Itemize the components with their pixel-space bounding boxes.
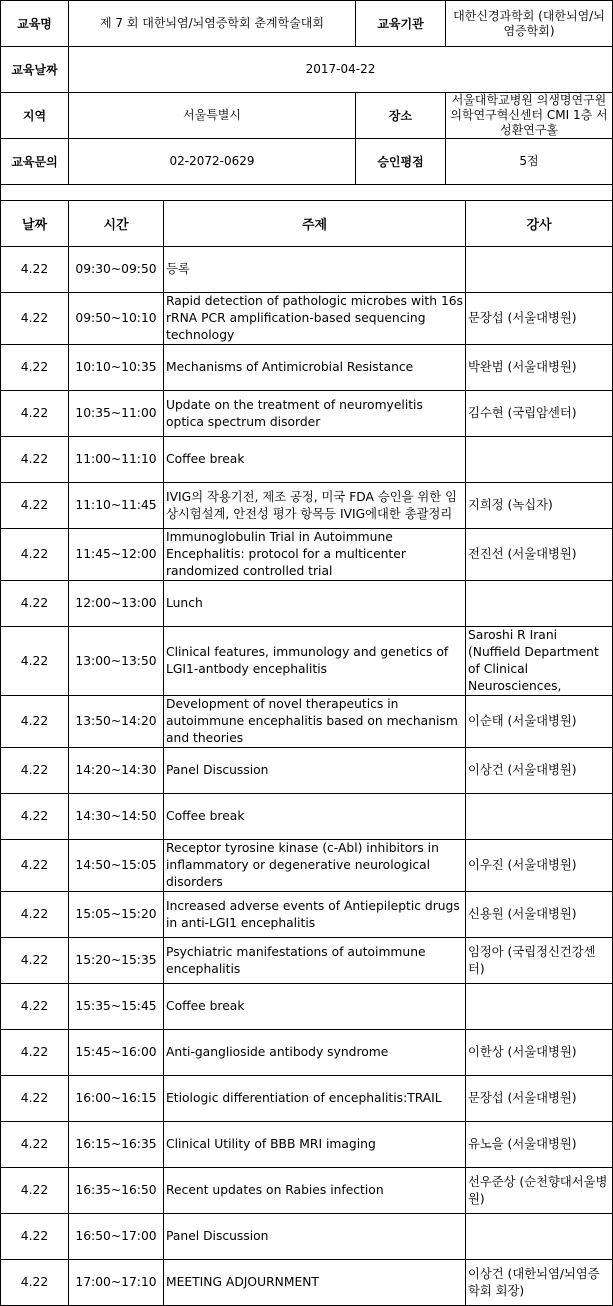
row-topic: Rapid detection of pathologic microbes with 16s rRNA PCR amplification-based sequencing technology [164,293,466,345]
row-topic: Receptor tyrosine kinase (c-Abl) inhibitors in inflammatory or degenerative neurological disorders [164,840,466,892]
row-date: 4.22 [1,1030,69,1076]
row-time: 10:35~11:00 [69,391,164,437]
table-row [1,794,613,840]
table-row [1,581,613,627]
row-topic: Etiologic differentiation of encephalitis:TRAIL [164,1076,466,1122]
contact-value: 02-2072-0629 [69,139,356,185]
course-date-value: 2017-04-22 [69,47,613,93]
row-speaker: 문장섭 (서울대병원) [466,293,613,345]
row-speaker: 이한상 (서울대병원) [466,1030,613,1076]
row-time: 13:00~13:50 [69,627,164,696]
row-speaker [466,984,613,1030]
row-date: 4.22 [1,529,69,581]
row-date: 4.22 [1,984,69,1030]
row-speaker: 이상건 (대한뇌염/뇌염증학회 회장) [466,1260,613,1306]
row-topic: Recent updates on Rabies infection [164,1168,466,1214]
row-topic: Anti-ganglioside antibody syndrome [164,1030,466,1076]
row-speaker [466,794,613,840]
row-topic: Clinical Utility of BBB MRI imaging [164,1122,466,1168]
row-date: 4.22 [1,247,69,293]
row-time: 16:35~16:50 [69,1168,164,1214]
row-speaker: 문장섭 (서울대병원) [466,1076,613,1122]
row-time: 12:00~13:00 [69,581,164,627]
row-topic: Panel Discussion [164,748,466,794]
row-date: 4.22 [1,748,69,794]
row-speaker: 김수현 (국립암센터) [466,391,613,437]
row-speaker: 이상건 (서울대병원) [466,748,613,794]
row-speaker: 이우진 (서울대병원) [466,840,613,892]
row-time: 17:00~17:10 [69,1260,164,1306]
row-speaker: 유노을 (서울대병원) [466,1122,613,1168]
row-topic: Psychiatric manifestations of autoimmune encephalitis [164,938,466,984]
table-row [1,892,613,938]
row-date: 4.22 [1,483,69,529]
row-speaker [466,581,613,627]
course-org-value: 대한신경과학회 (대한뇌염/뇌염증학회) [446,1,613,47]
row-topic: Increased adverse events of Antiepileptic drugs in anti-LGI1 encephalitis [164,892,466,938]
row-date: 4.22 [1,581,69,627]
header-time: 시간 [69,201,164,247]
row-speaker: 이순태 (서울대병원) [466,696,613,748]
row-time: 11:10~11:45 [69,483,164,529]
row-speaker: Saroshi R Irani (Nuffield Department of Clinical Neurosciences, [466,627,613,696]
row-time: 09:50~10:10 [69,293,164,345]
row-date: 4.22 [1,293,69,345]
row-time: 15:45~16:00 [69,1030,164,1076]
credit-label: 승인평점 [356,139,446,185]
row-speaker: 선우준상 (순천향대서울병원) [466,1168,613,1214]
row-date: 4.22 [1,627,69,696]
table-row [1,483,613,529]
table-row [1,345,613,391]
region-value: 서울특별시 [69,93,356,139]
row-time: 13:50~14:20 [69,696,164,748]
table-row [1,437,613,483]
row-date: 4.22 [1,391,69,437]
table-row [1,391,613,437]
table-row [1,748,613,794]
schedule-header-row [1,201,613,247]
header-topic: 주제 [164,201,466,247]
row-time: 15:35~15:45 [69,984,164,1030]
course-info-table [0,0,613,201]
row-speaker [466,247,613,293]
row-date: 4.22 [1,1260,69,1306]
row-topic: Clinical features, immunology and genetics of LGI1-antbody encephalitis [164,627,466,696]
section-divider [1,185,613,201]
row-date: 4.22 [1,1122,69,1168]
row-time: 14:30~14:50 [69,794,164,840]
row-topic: Development of novel therapeutics in autoimmune encephalitis based on mechanism and theories [164,696,466,748]
row-date: 4.22 [1,892,69,938]
row-topic: Coffee break [164,794,466,840]
row-time: 15:05~15:20 [69,892,164,938]
row-topic: 등록 [164,247,466,293]
table-row [1,627,613,696]
course-date-label: 교육날짜 [1,47,69,93]
table-row [1,1076,613,1122]
row-topic: MEETING ADJOURNMENT [164,1260,466,1306]
course-name-value: 제 7 회 대한뇌염/뇌염증학회 춘계학술대회 [69,1,356,47]
row-topic: Coffee break [164,437,466,483]
header-date: 날짜 [1,201,69,247]
row-topic: Mechanisms of Antimicrobial Resistance [164,345,466,391]
row-date: 4.22 [1,1076,69,1122]
table-row [1,1214,613,1260]
row-speaker [466,1214,613,1260]
table-row [1,1030,613,1076]
venue-label: 장소 [356,93,446,139]
table-row [1,984,613,1030]
region-label: 지역 [1,93,69,139]
venue-value: 서울대학교병원 의생명연구원 의학연구혁신센터 CMI 1층 서성환연구홀 [446,93,613,139]
row-time: 15:20~15:35 [69,938,164,984]
row-time: 16:15~16:35 [69,1122,164,1168]
row-time: 14:50~15:05 [69,840,164,892]
row-time: 10:10~10:35 [69,345,164,391]
row-time: 09:30~09:50 [69,247,164,293]
row-topic: Panel Discussion [164,1214,466,1260]
row-topic: Immunoglobulin Trial in Autoimmune Encephalitis: protocol for a multicenter randomized controlled trial [164,529,466,581]
row-date: 4.22 [1,840,69,892]
table-row [1,293,613,345]
row-time: 11:45~12:00 [69,529,164,581]
table-row [1,1260,613,1306]
row-speaker [466,437,613,483]
row-time: 16:00~16:15 [69,1076,164,1122]
row-time: 11:00~11:10 [69,437,164,483]
row-speaker: 임정아 (국립정신건강센터) [466,938,613,984]
row-speaker: 지희정 (녹십자) [466,483,613,529]
row-time: 16:50~17:00 [69,1214,164,1260]
row-date: 4.22 [1,938,69,984]
credit-value: 5점 [446,139,613,185]
row-topic: Lunch [164,581,466,627]
row-speaker: 전진선 (서울대병원) [466,529,613,581]
row-date: 4.22 [1,1214,69,1260]
row-topic: Coffee break [164,984,466,1030]
row-time: 14:20~14:30 [69,748,164,794]
table-row [1,529,613,581]
schedule-table [0,200,613,1306]
row-date: 4.22 [1,437,69,483]
table-row [1,1168,613,1214]
header-speaker: 강사 [466,201,613,247]
row-date: 4.22 [1,696,69,748]
table-row [1,840,613,892]
contact-label: 교육문의 [1,139,69,185]
row-speaker: 박완범 (서울대병원) [466,345,613,391]
course-org-label: 교육기관 [356,1,446,47]
row-date: 4.22 [1,794,69,840]
table-row [1,1122,613,1168]
table-row [1,938,613,984]
row-date: 4.22 [1,345,69,391]
row-topic: IVIG의 작용기전, 제조 공정, 미국 FDA 승인을 위한 임상시험설계, 안전성 평가 항목등 IVIG에대한 총괄정리 [164,483,466,529]
table-row [1,696,613,748]
row-date: 4.22 [1,1168,69,1214]
row-speaker: 신용원 (서울대병원) [466,892,613,938]
table-row [1,247,613,293]
row-topic: Update on the treatment of neuromyelitis optica spectrum disorder [164,391,466,437]
course-name-label: 교육명 [1,1,69,47]
